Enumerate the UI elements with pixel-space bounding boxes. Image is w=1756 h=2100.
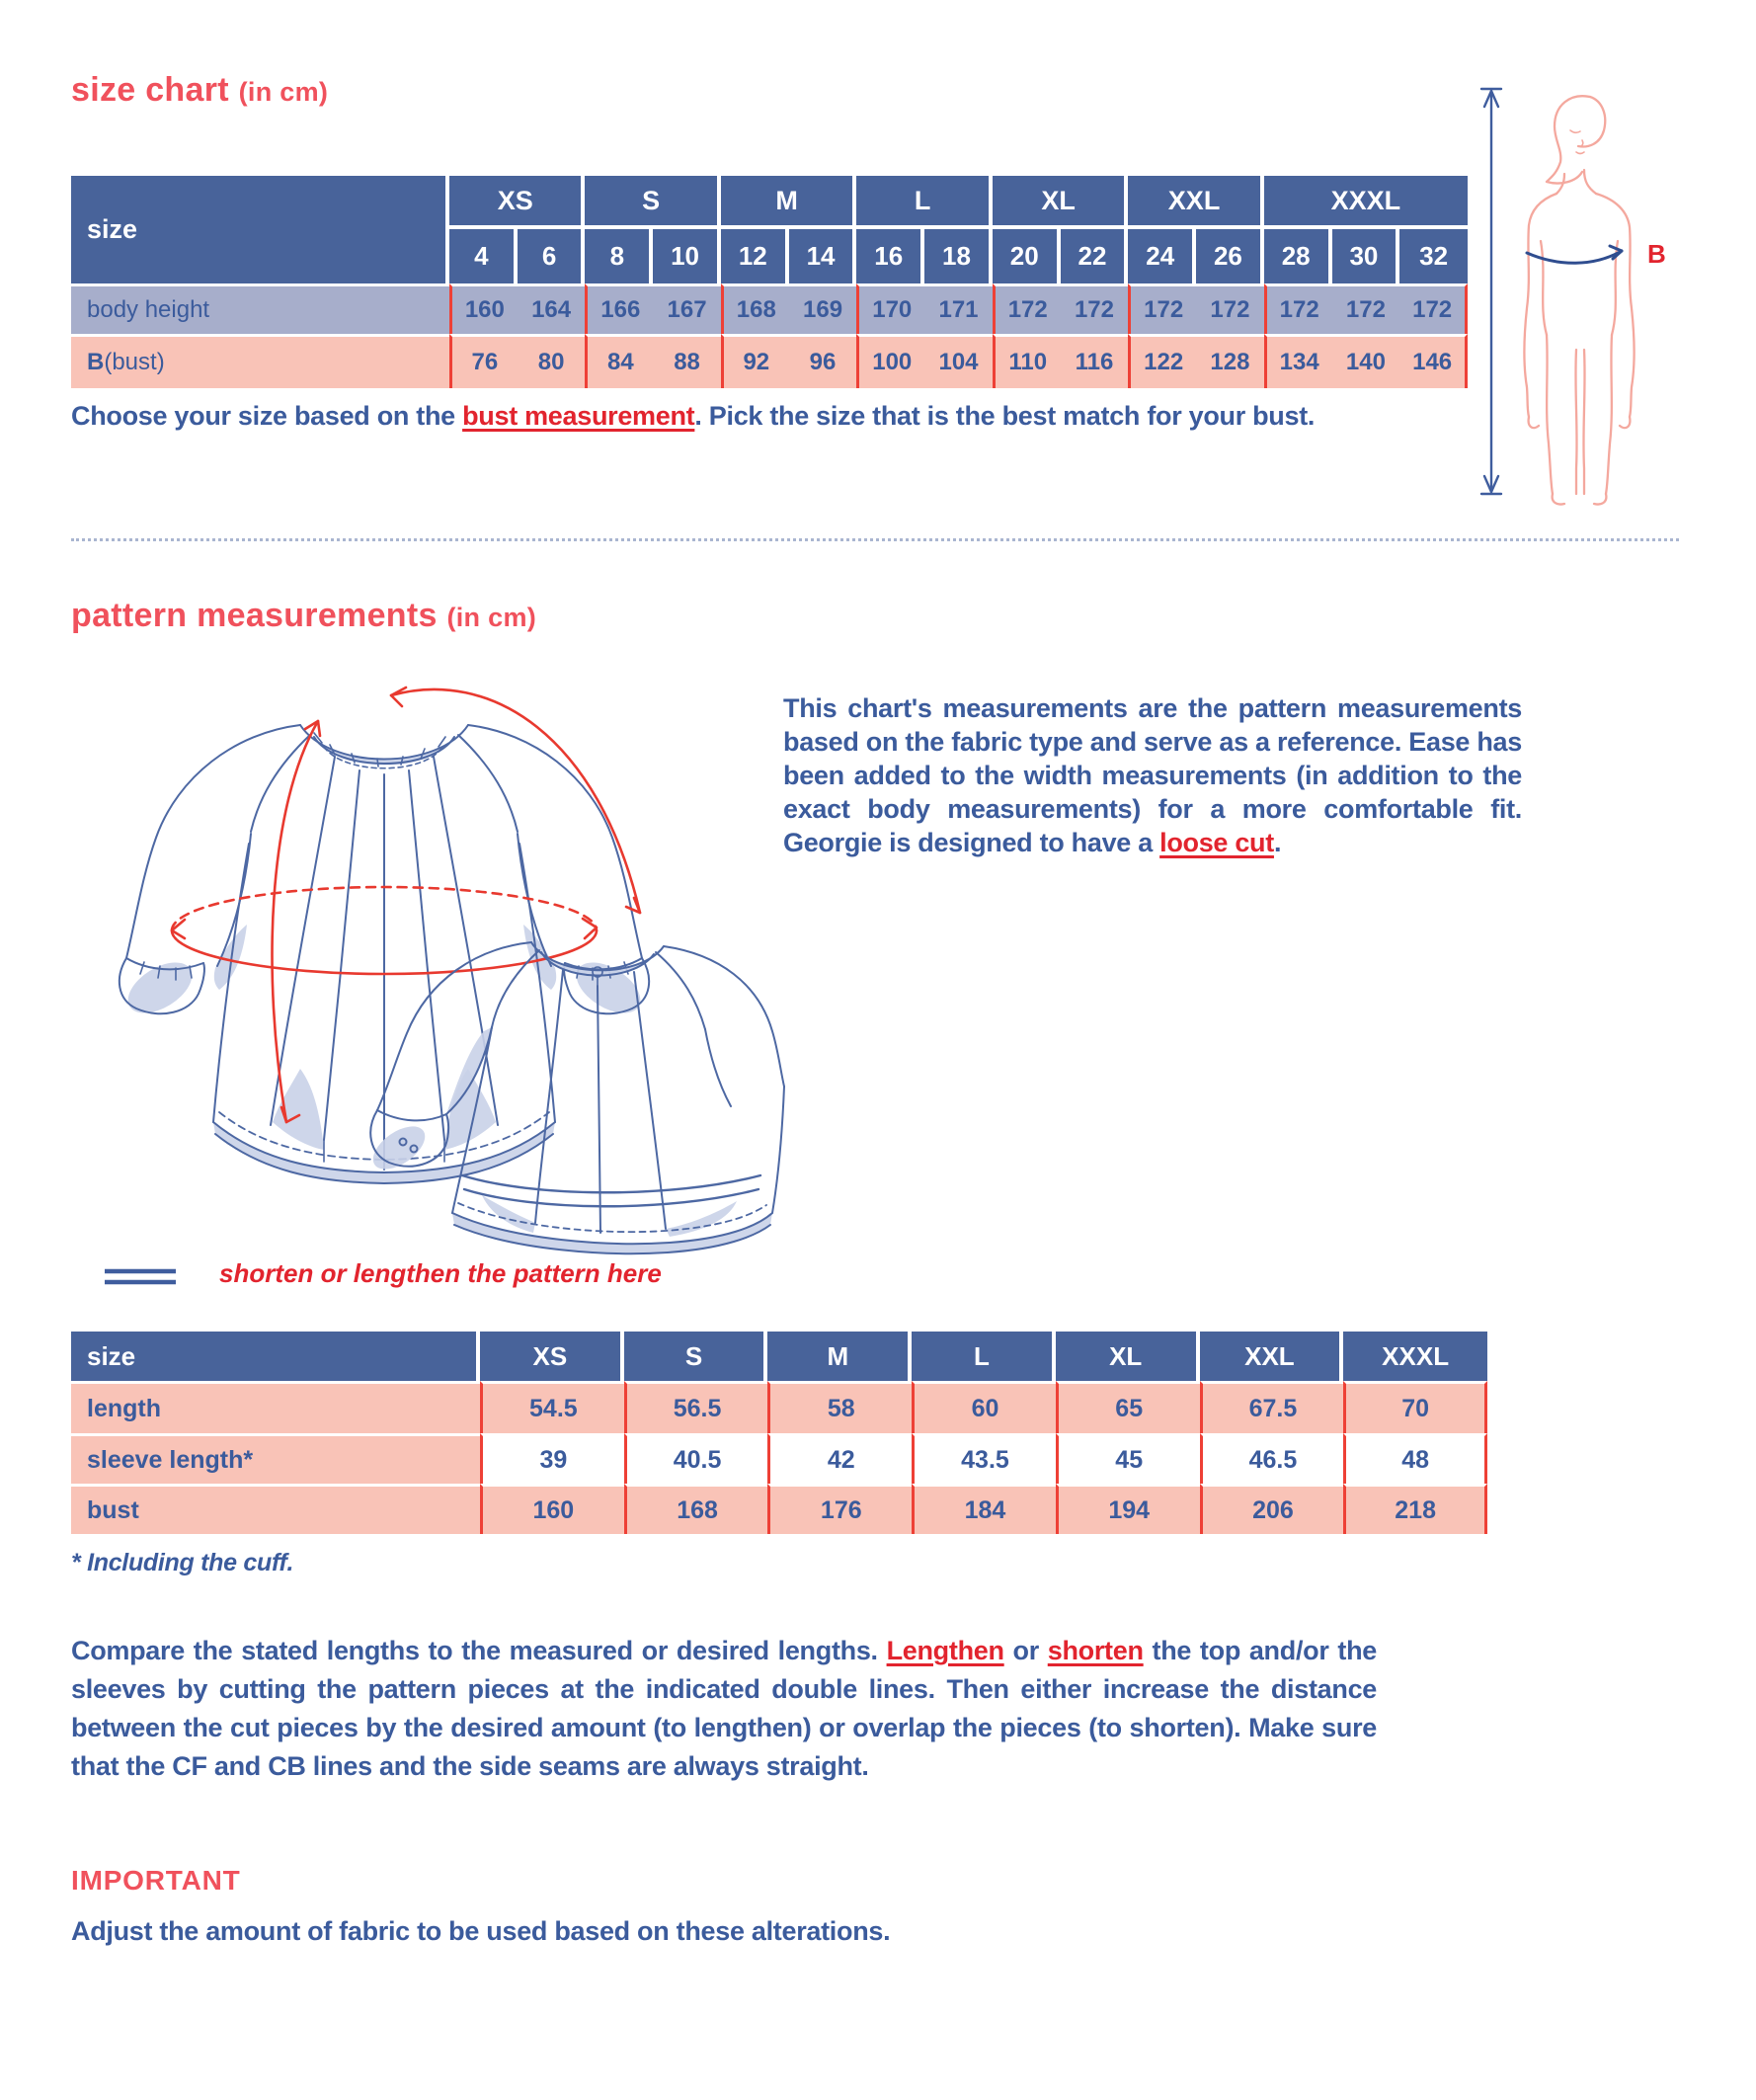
pm-cell-sleeve-length-M: 42 bbox=[767, 1433, 912, 1484]
pattern-measurements-description bbox=[783, 691, 1522, 859]
size-chart-heading bbox=[71, 71, 328, 110]
pattern-measurements-heading bbox=[71, 597, 536, 635]
note-pre: Choose your size based on the bbox=[71, 401, 463, 431]
compare-p2: or bbox=[1003, 1636, 1048, 1665]
compare-p1: Compare the stated lengths to the measured or desired lengths. bbox=[71, 1636, 887, 1665]
shorten-emphasis: shorten bbox=[1047, 1636, 1144, 1665]
pattern-measurements-heading-text: pattern measurements bbox=[71, 597, 438, 634]
cell-bust-size-32: 146 bbox=[1399, 334, 1468, 388]
size-col-8: 8 bbox=[585, 229, 653, 283]
size-group-S: S bbox=[585, 176, 720, 229]
cell-body-height-size-18: 171 bbox=[924, 283, 993, 334]
size-group-L: L bbox=[856, 176, 992, 229]
cell-body-height-size-20: 172 bbox=[993, 283, 1061, 334]
important-text: Adjust the amount of fabric to be used based on these alterations. bbox=[71, 1916, 891, 1946]
size-group-XS: XS bbox=[449, 176, 585, 229]
pattern-measurements-heading-unit: (in cm) bbox=[446, 603, 537, 632]
cell-bust-size-30: 140 bbox=[1332, 334, 1400, 388]
pm-cell-length-XXXL: 70 bbox=[1343, 1381, 1487, 1433]
size-col-20: 20 bbox=[993, 229, 1061, 283]
size-col-28: 28 bbox=[1264, 229, 1332, 283]
woman-outline-figure bbox=[1524, 96, 1634, 504]
pm-col-XL: XL bbox=[1056, 1332, 1200, 1381]
row-label-bold-part: B bbox=[87, 349, 105, 375]
pm-cell-bust-XXL: 206 bbox=[1200, 1484, 1344, 1534]
pm-col-L: L bbox=[912, 1332, 1056, 1381]
cell-body-height-size-4: 160 bbox=[449, 283, 518, 334]
row-label-text: body height bbox=[87, 296, 210, 323]
back-shading bbox=[365, 942, 772, 1253]
pm-col-M: M bbox=[767, 1332, 912, 1381]
size-col-6: 6 bbox=[518, 229, 586, 283]
pm-col-XS: XS bbox=[480, 1332, 624, 1381]
bust-measurement-emphasis: bust measurement bbox=[462, 401, 695, 431]
cell-bust-size-20: 110 bbox=[993, 334, 1061, 388]
cell-body-height-size-12: 168 bbox=[721, 283, 789, 334]
row-label-text: (bust) bbox=[104, 349, 165, 375]
pm-col-XXL: XXL bbox=[1200, 1332, 1344, 1381]
back-outline bbox=[370, 942, 784, 1253]
loose-cut-emphasis: loose cut bbox=[1159, 828, 1274, 857]
double-line-icon bbox=[103, 1266, 178, 1288]
size-chart-corner-cell: size bbox=[71, 176, 449, 283]
cell-body-height-size-32: 172 bbox=[1399, 283, 1468, 334]
pm-corner-cell: size bbox=[71, 1332, 480, 1381]
body-height-dimension-line bbox=[1481, 89, 1501, 494]
pm-row-label-length: length bbox=[71, 1381, 480, 1433]
cell-bust-size-24: 122 bbox=[1128, 334, 1196, 388]
garment-back-technical-drawing bbox=[314, 921, 808, 1266]
cell-body-height-size-14: 169 bbox=[789, 283, 857, 334]
cell-body-height-size-10: 167 bbox=[653, 283, 721, 334]
size-group-XXL: XXL bbox=[1128, 176, 1263, 229]
size-col-16: 16 bbox=[856, 229, 924, 283]
size-chart-heading-unit: (in cm) bbox=[238, 77, 329, 107]
size-chart-table bbox=[71, 176, 1468, 388]
size-col-18: 18 bbox=[924, 229, 993, 283]
pm-cell-bust-L: 184 bbox=[912, 1484, 1056, 1534]
bust-label-b: B bbox=[1647, 239, 1666, 269]
pm-cell-bust-XS: 160 bbox=[480, 1484, 624, 1534]
pm-cell-sleeve-length-XXL: 46.5 bbox=[1200, 1433, 1344, 1484]
pm-cell-sleeve-length-XS: 39 bbox=[480, 1433, 624, 1484]
cell-bust-size-10: 88 bbox=[653, 334, 721, 388]
pm-cell-length-L: 60 bbox=[912, 1381, 1056, 1433]
cell-body-height-size-24: 172 bbox=[1128, 283, 1196, 334]
size-col-12: 12 bbox=[721, 229, 789, 283]
shorten-lengthen-legend: shorten or lengthen the pattern here bbox=[219, 1258, 662, 1288]
compare-p3: the top and/or the sleeves by cutting the pattern pieces at the indicated double lines. Then either increase the distance between the cut pieces by the desired amount (to lengthen) or overlap the pieces (to shorten). Make sure that the CF and CB lines and the side seams are always straight. bbox=[71, 1636, 1377, 1781]
description-post: . bbox=[1273, 828, 1282, 857]
pm-cell-bust-S: 168 bbox=[624, 1484, 768, 1534]
pm-row-label-bust: bust bbox=[71, 1484, 480, 1534]
pm-cell-length-XL: 65 bbox=[1056, 1381, 1200, 1433]
size-col-26: 26 bbox=[1196, 229, 1264, 283]
pm-col-XXXL: XXXL bbox=[1343, 1332, 1487, 1381]
pm-cell-length-M: 58 bbox=[767, 1381, 912, 1433]
size-chart-heading-text: size chart bbox=[71, 71, 229, 109]
size-col-24: 24 bbox=[1128, 229, 1196, 283]
section-divider bbox=[71, 538, 1679, 541]
size-group-M: M bbox=[721, 176, 856, 229]
important-heading: IMPORTANT bbox=[71, 1865, 241, 1896]
pm-col-S: S bbox=[624, 1332, 768, 1381]
pattern-measurements-table bbox=[71, 1332, 1487, 1534]
pm-cell-sleeve-length-L: 43.5 bbox=[912, 1433, 1056, 1484]
size-col-10: 10 bbox=[653, 229, 721, 283]
cell-bust-size-4: 76 bbox=[449, 334, 518, 388]
cell-bust-size-16: 100 bbox=[856, 334, 924, 388]
cell-bust-size-18: 104 bbox=[924, 334, 993, 388]
pm-cell-bust-M: 176 bbox=[767, 1484, 912, 1534]
cell-body-height-size-28: 172 bbox=[1264, 283, 1332, 334]
body-figure-illustration bbox=[1476, 83, 1685, 508]
pm-row-label-sleeve-length: sleeve length* bbox=[71, 1433, 480, 1484]
cell-bust-size-28: 134 bbox=[1264, 334, 1332, 388]
size-col-30: 30 bbox=[1332, 229, 1400, 283]
cell-bust-size-26: 128 bbox=[1196, 334, 1264, 388]
cell-body-height-size-16: 170 bbox=[856, 283, 924, 334]
size-col-32: 32 bbox=[1399, 229, 1468, 283]
note-post: . Pick the size that is the best match for your bust. bbox=[694, 401, 1316, 431]
cuff-footnote: * Including the cuff. bbox=[71, 1549, 294, 1576]
lengthen-emphasis: Lengthen bbox=[886, 1636, 1004, 1665]
size-col-4: 4 bbox=[449, 229, 518, 283]
choose-size-note bbox=[71, 399, 1691, 433]
compare-lengths-paragraph bbox=[71, 1632, 1377, 1786]
pm-cell-length-XS: 54.5 bbox=[480, 1381, 624, 1433]
description-pre: This chart's measurements are the pattern measurements based on the fabric type and serve as a reference. Ease has been added to the width measurements (in addition to the exact body measurements) for a more comfortable fit. Georgie is designed to have a bbox=[783, 693, 1522, 857]
cell-body-height-size-26: 172 bbox=[1196, 283, 1264, 334]
row-label-bust bbox=[71, 334, 449, 388]
cell-bust-size-6: 80 bbox=[518, 334, 586, 388]
cell-bust-size-14: 96 bbox=[789, 334, 857, 388]
size-col-22: 22 bbox=[1061, 229, 1129, 283]
size-group-XL: XL bbox=[993, 176, 1128, 229]
cell-bust-size-8: 84 bbox=[585, 334, 653, 388]
size-group-XXXL: XXXL bbox=[1264, 176, 1468, 229]
pm-cell-length-XXL: 67.5 bbox=[1200, 1381, 1344, 1433]
cell-bust-size-22: 116 bbox=[1061, 334, 1129, 388]
pm-cell-sleeve-length-XL: 45 bbox=[1056, 1433, 1200, 1484]
pm-cell-bust-XL: 194 bbox=[1056, 1484, 1200, 1534]
cell-body-height-size-8: 166 bbox=[585, 283, 653, 334]
cell-body-height-size-22: 172 bbox=[1061, 283, 1129, 334]
cell-body-height-size-30: 172 bbox=[1332, 283, 1400, 334]
row-label-body-height bbox=[71, 283, 449, 334]
size-col-14: 14 bbox=[789, 229, 857, 283]
pm-cell-sleeve-length-S: 40.5 bbox=[624, 1433, 768, 1484]
pm-cell-sleeve-length-XXXL: 48 bbox=[1343, 1433, 1487, 1484]
pm-cell-bust-XXXL: 218 bbox=[1343, 1484, 1487, 1534]
cell-bust-size-12: 92 bbox=[721, 334, 789, 388]
pm-cell-length-S: 56.5 bbox=[624, 1381, 768, 1433]
cell-body-height-size-6: 164 bbox=[518, 283, 586, 334]
